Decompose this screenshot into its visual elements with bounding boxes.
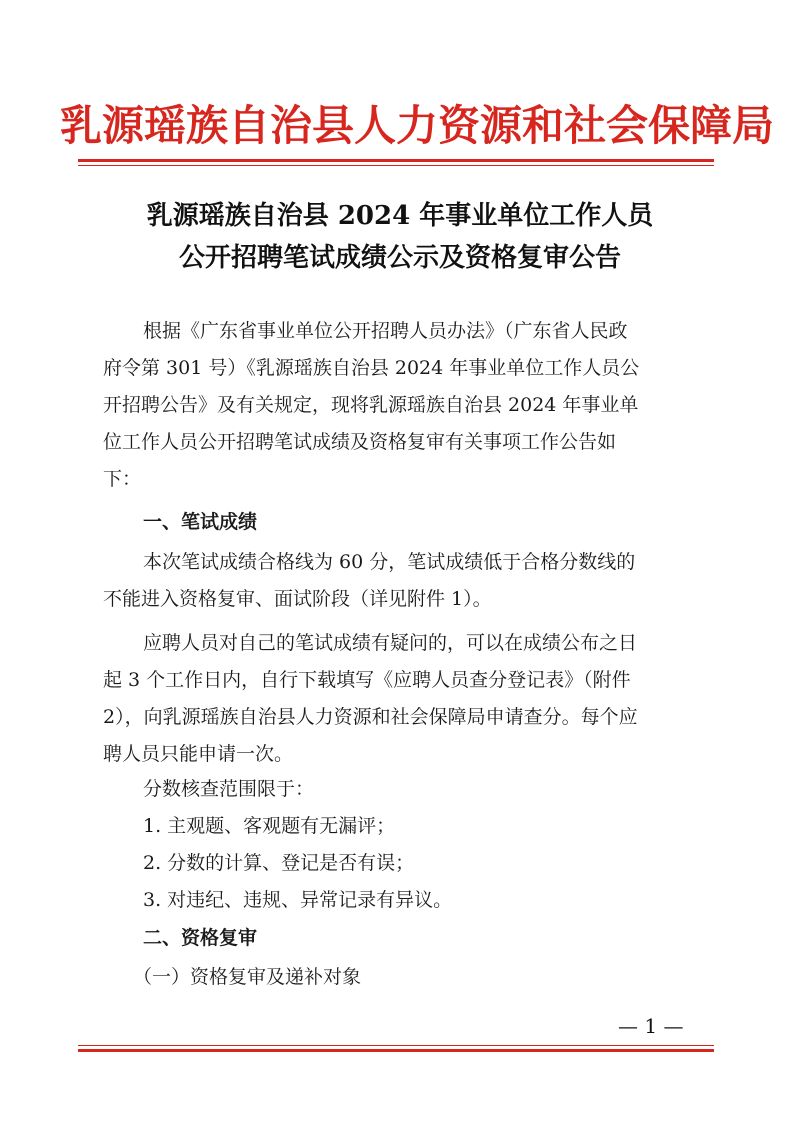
scope-intro: 分数核查范围限于： (143, 778, 315, 800)
section-heading-written-scores: 一、笔试成绩 (143, 511, 258, 533)
paragraph-line: 应聘人员对自己的笔试成绩有疑问的，可以在成绩公布之日 (143, 632, 638, 654)
intro-line: 开招聘公告》及有关规定，现将乳源瑶族自治县 2024 年事业单 (103, 394, 639, 416)
section-heading-qualification-review: 二、资格复审 (143, 927, 258, 949)
footer-red-rule-thick (78, 1049, 714, 1052)
intro-line: 位工作人员公开招聘笔试成绩及资格复审有关事项工作公告如 (103, 431, 617, 453)
page-number: — 1 — (618, 1014, 684, 1038)
paragraph-line: 起 3 个工作日内，自行下载填写《应聘人员查分登记表》（附件 (103, 669, 631, 691)
footer-red-rule-thin (78, 1045, 714, 1046)
paragraph-line: 2），向乳源瑶族自治县人力资源和社会保障局申请查分。每个应 (103, 706, 638, 728)
document-title-line-1: 乳源瑶族自治县 2024 年事业单位工作人员 (146, 201, 654, 231)
subsection-heading: （一）资格复审及递补对象 (133, 966, 362, 988)
header-red-rule-thick (78, 159, 714, 162)
intro-line: 根据《广东省事业单位公开招聘人员办法》（广东省人民政 (143, 320, 628, 342)
paragraph-line: 不能进入资格复审、面试阶段（详见附件 1）。 (103, 588, 492, 610)
header-red-rule-thin (78, 165, 714, 166)
issuing-authority-header: 乳源瑶族自治县人力资源和社会保障局 (60, 101, 775, 150)
document-title-line-2: 公开招聘笔试成绩公示及资格复审公告 (178, 243, 621, 273)
intro-line: 下： (103, 468, 142, 490)
paragraph-line: 本次笔试成绩合格线为 60 分，笔试成绩低于合格分数线的 (143, 551, 636, 573)
scope-item: 3. 对违纪、违规、异常记录有异议。 (143, 889, 453, 911)
scope-item: 2. 分数的计算、登记是否有误； (143, 852, 415, 874)
intro-line: 府令第 301 号）《乳源瑶族自治县 2024 年事业单位工作人员公 (103, 357, 640, 379)
paragraph-line: 聘人员只能申请一次。 (103, 743, 294, 765)
scope-item: 1. 主观题、客观题有无漏评； (143, 815, 396, 837)
